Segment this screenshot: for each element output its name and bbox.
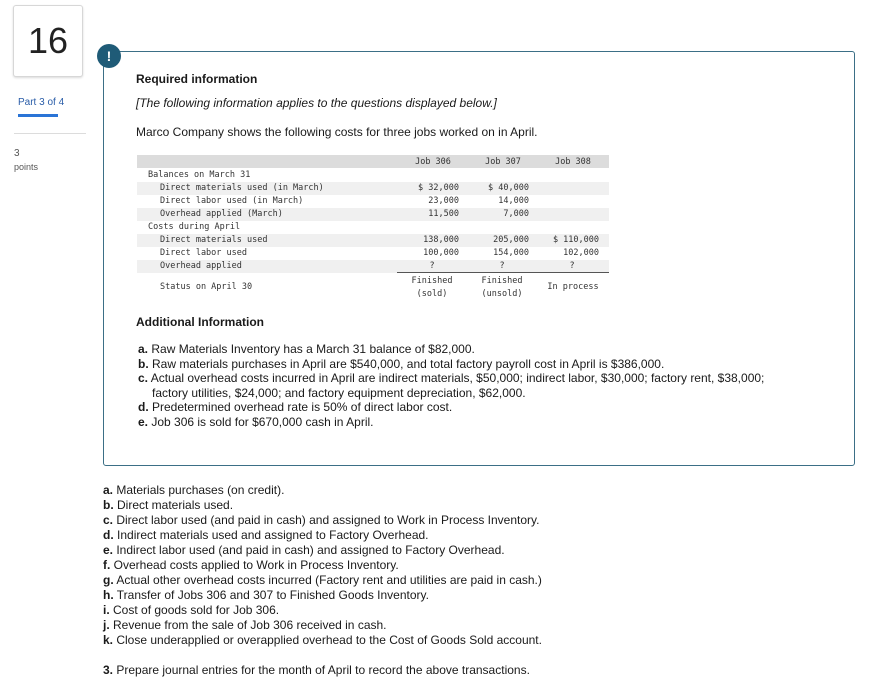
- rail-divider: [14, 133, 86, 134]
- item-text: Prepare journal entries for the month of April to record the above transactions.: [113, 663, 530, 677]
- item-key: a.: [138, 342, 149, 356]
- item-text: Raw Materials Inventory has a March 31 balance of $82,000.: [148, 342, 475, 356]
- item-text: Actual other overhead costs incurred (Factory rent and utilities are paid in cash.): [113, 573, 542, 587]
- list-item: [103, 633, 863, 648]
- table-row: [137, 169, 609, 182]
- item-key: d.: [138, 400, 149, 414]
- table-rule: [397, 272, 609, 273]
- item-key: b.: [138, 356, 149, 371]
- item-key: e.: [103, 543, 114, 557]
- list-item-continued: factory utilities, $24,000; and factory equipment depreciation, $62,000.: [152, 385, 526, 400]
- item-text: Cost of goods sold for Job 306.: [109, 603, 280, 617]
- status-line2: (sold): [416, 289, 448, 299]
- list-item: [103, 573, 863, 588]
- cell: 154,000: [493, 248, 529, 258]
- list-item: [103, 588, 863, 603]
- item-text: Raw materials purchases in April are $540,000, and total factory payroll cost in April is $386,000.: [148, 356, 665, 371]
- item-text: Indirect materials used and assigned to Factory Overhead.: [113, 528, 429, 542]
- list-item: [103, 513, 863, 528]
- transaction-list: [103, 483, 863, 678]
- row-label: Direct materials used: [160, 235, 268, 245]
- cell: 138,000: [423, 235, 459, 245]
- cell: ?: [429, 261, 435, 271]
- item-text: Direct materials used.: [113, 498, 234, 512]
- cell: ?: [499, 261, 505, 271]
- points-value: 3: [14, 148, 20, 159]
- item-text: Actual overhead costs incurred in April are indirect materials, $50,000; indirect labor, $30,000; factory rent, $38,000;: [148, 371, 765, 385]
- table-row: [137, 208, 609, 221]
- part-progress-bar: [18, 114, 58, 117]
- item-key: f.: [103, 558, 111, 572]
- header-job-307: Job 307: [485, 157, 521, 167]
- intro-text: Marco Company shows the following costs for three jobs worked on in April.: [136, 125, 538, 139]
- cell: 100,000: [423, 248, 459, 258]
- status-line2: (unsold): [481, 289, 523, 299]
- alert-icon: !: [97, 44, 121, 68]
- instruction-prompt: [103, 663, 863, 678]
- table-row: [137, 195, 609, 208]
- status-line1: In process: [547, 282, 599, 292]
- header-job-308: Job 308: [555, 157, 591, 167]
- item-key: j.: [103, 618, 110, 632]
- cell: $ 32,000: [418, 183, 459, 193]
- row-label: Direct materials used (in March): [160, 183, 324, 193]
- item-key: d.: [103, 528, 114, 542]
- required-info-title: Required information: [136, 72, 258, 86]
- list-item: [103, 543, 863, 558]
- list-item: [103, 603, 863, 618]
- table-row: [137, 221, 609, 234]
- required-info-note: [The following information applies to the questions displayed below.]: [136, 96, 497, 110]
- table-row: [137, 275, 609, 303]
- list-item: [138, 342, 838, 357]
- cell: 23,000: [428, 196, 459, 206]
- cell: $ 110,000: [552, 235, 599, 245]
- list-item: [103, 498, 863, 513]
- row-label: Overhead applied (March): [160, 209, 283, 219]
- table-row: [137, 234, 609, 247]
- item-text: Close underapplied or overapplied overhead to the Cost of Goods Sold account.: [113, 633, 542, 647]
- cell: $ 40,000: [488, 183, 529, 193]
- row-label: Overhead applied: [160, 261, 242, 271]
- cell: ?: [569, 261, 575, 271]
- list-item: [138, 415, 838, 430]
- item-key: 3.: [103, 663, 114, 677]
- item-key: e.: [138, 414, 149, 429]
- item-key: b.: [103, 498, 114, 512]
- list-item: [103, 618, 863, 633]
- cell: 102,000: [563, 248, 599, 258]
- list-item: [103, 558, 863, 573]
- status-line1: Finished: [411, 276, 453, 286]
- item-key: i.: [103, 603, 110, 617]
- row-label: Direct labor used (in March): [160, 196, 304, 206]
- additional-info-title: Additional Information: [136, 315, 264, 329]
- table-row: [137, 182, 609, 195]
- row-label: Status on April 30: [160, 282, 253, 292]
- status-line1: Finished: [481, 276, 523, 286]
- cell: 11,500: [428, 209, 459, 219]
- item-text: Transfer of Jobs 306 and 307 to Finished Goods Inventory.: [113, 588, 429, 602]
- list-item: [103, 483, 863, 498]
- item-text: Indirect labor used (and paid in cash) and assigned to Factory Overhead.: [113, 543, 505, 557]
- table-row: [137, 247, 609, 260]
- item-key: c.: [103, 513, 114, 527]
- part-indicator: Part 3 of 4: [18, 97, 65, 108]
- list-item: [103, 528, 863, 543]
- list-item: [138, 371, 838, 386]
- points-label: points: [14, 162, 39, 172]
- row-label: Direct labor used: [160, 248, 247, 258]
- item-key: c.: [138, 371, 149, 385]
- item-text: Direct labor used (and paid in cash) and assigned to Work in Process Inventory.: [113, 513, 540, 527]
- cell: 205,000: [493, 235, 529, 245]
- item-key: a.: [103, 483, 114, 497]
- item-text: Overhead costs applied to Work in Process Inventory.: [110, 558, 399, 572]
- item-key: h.: [103, 588, 114, 602]
- list-item: [138, 357, 838, 372]
- table-header: [137, 155, 609, 168]
- cell: 7,000: [503, 209, 529, 219]
- section-label: Balances on March 31: [148, 170, 251, 180]
- additional-info-list: [138, 342, 838, 429]
- section-label: Costs during April: [148, 222, 241, 232]
- item-text: Predetermined overhead rate is 50% of direct labor cost.: [148, 400, 453, 414]
- item-text: Job 306 is sold for $670,000 cash in April.: [148, 414, 374, 429]
- header-job-306: Job 306: [415, 157, 451, 167]
- item-text: Revenue from the sale of Job 306 received in cash.: [109, 618, 387, 632]
- question-number[interactable]: 16: [13, 5, 83, 77]
- item-text: Materials purchases (on credit).: [113, 483, 285, 497]
- item-key: k.: [103, 633, 114, 647]
- spacer: [103, 648, 863, 663]
- item-key: g.: [103, 573, 114, 587]
- list-item: [138, 400, 838, 415]
- cell: 14,000: [498, 196, 529, 206]
